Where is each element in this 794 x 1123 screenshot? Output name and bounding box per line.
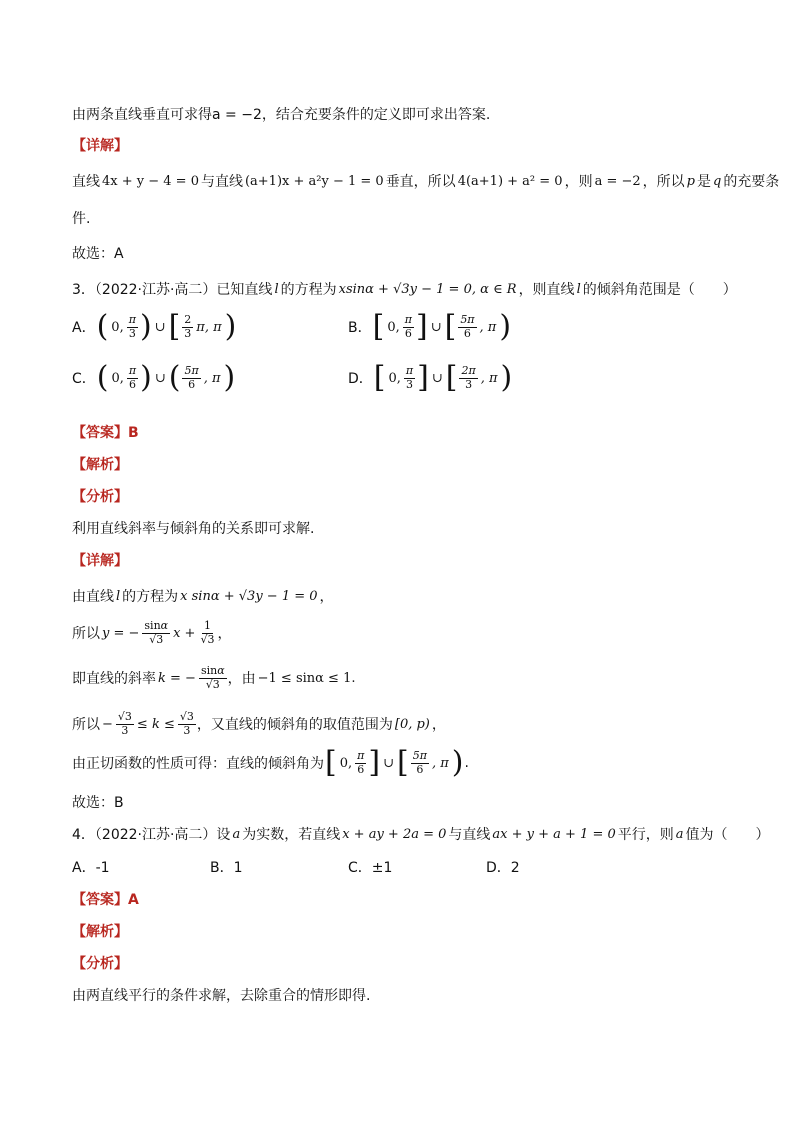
detail-1-line	[72, 171, 779, 191]
text-fragment: 的倾斜角范围是（ ）	[582, 282, 737, 298]
text-fragment: 所以	[72, 717, 100, 734]
text-fragment: 垂直，所以	[385, 174, 456, 190]
text-fragment: 由直线	[72, 589, 114, 605]
answer-tag-text: 【答案】A	[72, 892, 139, 908]
bracket: [	[396, 745, 409, 780]
solution-step-2	[72, 620, 231, 646]
text-fragment: ，则	[564, 174, 593, 190]
detail-tag: 【详解】	[72, 553, 128, 569]
fraction: $\frac{2}{3}$	[184, 312, 192, 340]
intro-text: 由两条直线垂直可求得a = −2，结合充要条件的定义即可求出答案.	[72, 107, 491, 123]
text-fragment: 与直线	[200, 174, 243, 190]
answer-text: 故选：B	[72, 795, 124, 811]
variable: l	[576, 281, 581, 297]
fraction: $\frac{\pi}{6}$	[357, 748, 365, 776]
option-label: A．	[72, 320, 96, 336]
text-fragment: 与直线	[448, 827, 491, 843]
text-fragment: 的方程为	[122, 589, 179, 605]
intro-line	[72, 104, 490, 124]
range: [0, p)	[394, 716, 430, 732]
text-fragment: 的充要条	[723, 174, 780, 190]
fraction: $\frac{\sin\alpha}{√3}$	[200, 664, 225, 691]
paren: )	[139, 309, 152, 344]
text-fragment: ，	[319, 589, 334, 605]
bracket: [	[325, 745, 337, 780]
fenxi-text	[72, 518, 314, 538]
math-text: , π	[480, 370, 498, 386]
analysis-tag-text: 【解析】	[72, 924, 128, 940]
text-fragment: 所以	[72, 626, 100, 643]
math-text: ≤ k ≤	[136, 716, 175, 732]
bracket: ]	[415, 309, 428, 344]
question-prefix: 4．（2022·江苏·高二）设	[72, 827, 231, 843]
equation: x + ay + 2a = 0	[342, 826, 447, 842]
equation: x sinα + √3y − 1 = 0	[180, 588, 318, 604]
option-text: D．2	[486, 860, 520, 876]
equation: 4(a+1) + a² = 0	[457, 173, 563, 189]
equation: 4x + y − 4 = 0	[102, 173, 199, 189]
text-fragment: ，由	[227, 671, 256, 688]
math-text: ∪	[431, 370, 443, 386]
math-text: ∪	[154, 370, 166, 386]
math-text: ∪	[383, 755, 394, 771]
bracket: [	[372, 309, 385, 344]
bracket: [	[445, 360, 458, 395]
math-text: −	[102, 716, 113, 732]
option-text: C．±1	[348, 860, 393, 876]
bracket: [	[444, 309, 457, 344]
equation: xsinα + √3y − 1 = 0, α ∈ R	[338, 281, 517, 297]
variable: q	[712, 173, 722, 189]
math-text: 0,	[387, 319, 400, 335]
paren: (	[168, 360, 181, 395]
analysis-tag-4	[72, 921, 128, 941]
question-prefix: 3．（2022·江苏·高二）已知直线	[72, 282, 273, 298]
answer-tag-text: 【答案】B	[72, 425, 139, 441]
option-text: B．1	[210, 860, 243, 876]
fenxi-tag-text: 【分析】	[72, 956, 128, 972]
solution-step-3	[72, 665, 358, 691]
answer-tag-4	[72, 889, 139, 909]
bracket: [	[373, 360, 386, 395]
option-b	[348, 309, 512, 344]
fraction: $\frac{\pi}{3}$	[405, 363, 414, 391]
question-3	[72, 279, 737, 299]
paren: )	[224, 309, 237, 344]
detail-heading-2	[72, 550, 128, 570]
fraction: $\frac{\pi}{6}$	[128, 363, 137, 391]
bracket: ]	[417, 360, 429, 395]
bracket: [	[168, 309, 181, 344]
answer-line-2	[72, 243, 124, 263]
math-text: ∪	[154, 319, 166, 335]
text-fragment: 直线	[72, 174, 100, 190]
math-text: k = −	[158, 670, 196, 686]
paren: )	[140, 360, 152, 395]
q4-option-a	[72, 857, 110, 877]
fraction: $\frac{1}{√3}$	[200, 619, 215, 646]
variable: p	[686, 173, 695, 189]
fenxi-body: 利用直线斜率与倾斜角的关系即可求解.	[72, 521, 315, 537]
variable: l	[274, 281, 279, 297]
text-fragment: 是	[696, 174, 711, 190]
fenxi-body: 由两直线平行的条件求解，去除重合的情形即得.	[72, 988, 371, 1004]
text-fragment: ，则直线	[518, 282, 575, 298]
math-text: y = −	[102, 625, 140, 641]
equation: ax + y + a + 1 = 0	[492, 826, 616, 842]
option-label: C．	[72, 371, 96, 387]
fraction: $\frac{5\pi}{6}$	[412, 748, 427, 776]
math-text: 0,	[388, 370, 401, 386]
text-fragment: 平行，则	[617, 827, 674, 843]
inequality: −1 ≤ sinα ≤ 1.	[257, 670, 356, 686]
fraction: $\frac{2\pi}{3}$	[461, 363, 476, 391]
option-d	[348, 360, 513, 395]
equation: a = −2	[594, 173, 641, 189]
solution-step-4	[72, 711, 446, 737]
text-fragment: ，	[217, 626, 232, 643]
fraction: $\frac{5\pi}{6}$	[184, 363, 199, 391]
analysis-tag-text: 【解析】	[72, 457, 128, 473]
math-text: ∪	[430, 319, 442, 335]
detail-1-continuation	[72, 208, 90, 228]
answer-line-3	[72, 792, 124, 812]
fraction: $\frac{\pi}{3}$	[128, 312, 136, 340]
text-fragment: 即直线的斜率	[72, 671, 156, 688]
math-text: π, π	[196, 319, 222, 335]
q4-option-b	[210, 857, 243, 877]
text-fragment: ，所以	[642, 174, 685, 190]
text-fragment: ，	[431, 717, 446, 734]
equation: (a+1)x + a²y − 1 = 0	[244, 173, 384, 189]
paren: )	[223, 360, 236, 395]
option-c	[72, 360, 236, 395]
paren: )	[500, 360, 513, 395]
option-label: D．	[348, 371, 373, 387]
text-fragment: 值为（ ）	[685, 827, 770, 843]
fraction: $\frac{\sin\alpha}{√3}$	[144, 619, 169, 646]
option-a	[72, 309, 237, 344]
fraction: $\frac{√3}{3}$	[117, 710, 132, 737]
answer-tag	[72, 422, 139, 442]
q4-option-c	[348, 857, 392, 877]
solution-step-5	[72, 745, 469, 780]
bracket: ]	[368, 745, 381, 780]
text-fragment: 的方程为	[280, 282, 337, 298]
solution-step-1	[72, 586, 334, 606]
fraction: $\frac{5\pi}{6}$	[460, 312, 475, 340]
fraction: $\frac{√3}{3}$	[179, 710, 194, 737]
fenxi-tag	[72, 486, 128, 506]
variable: a	[232, 826, 241, 842]
paren: )	[499, 309, 512, 344]
math-text: , π	[203, 370, 221, 386]
detail-heading-1	[72, 135, 128, 155]
option-label: B．	[348, 320, 372, 336]
paren: (	[96, 309, 109, 344]
text-fragment: 为实数，若直线	[242, 827, 341, 843]
math-text: , π	[431, 755, 449, 771]
text-fragment: 由正切函数的性质可得：直线的倾斜角为	[72, 756, 324, 772]
fenxi-tag-text: 【分析】	[72, 489, 128, 505]
math-text: 0,	[339, 755, 353, 771]
variable: l	[116, 588, 121, 604]
question-4	[72, 824, 770, 844]
paren: )	[451, 745, 464, 780]
q4-option-d	[486, 857, 520, 877]
fenxi-tag-4	[72, 953, 128, 973]
variable: a	[675, 826, 684, 842]
math-text: 0,	[111, 319, 124, 335]
detail-tag: 【详解】	[72, 138, 128, 154]
text-fragment: 件.	[72, 211, 91, 227]
text-fragment: .	[464, 755, 469, 771]
math-text: 0,	[111, 370, 124, 386]
math-text: , π	[479, 319, 497, 335]
fraction: $\frac{\pi}{6}$	[404, 312, 412, 340]
text-fragment: ，又直线的倾斜角的取值范围为	[196, 717, 393, 734]
analysis-tag	[72, 454, 128, 474]
paren: (	[96, 360, 109, 395]
answer-text: 故选：A	[72, 246, 124, 262]
option-text: A．-1	[72, 860, 110, 876]
fenxi-text-4	[72, 985, 370, 1005]
math-text: x +	[173, 625, 196, 641]
